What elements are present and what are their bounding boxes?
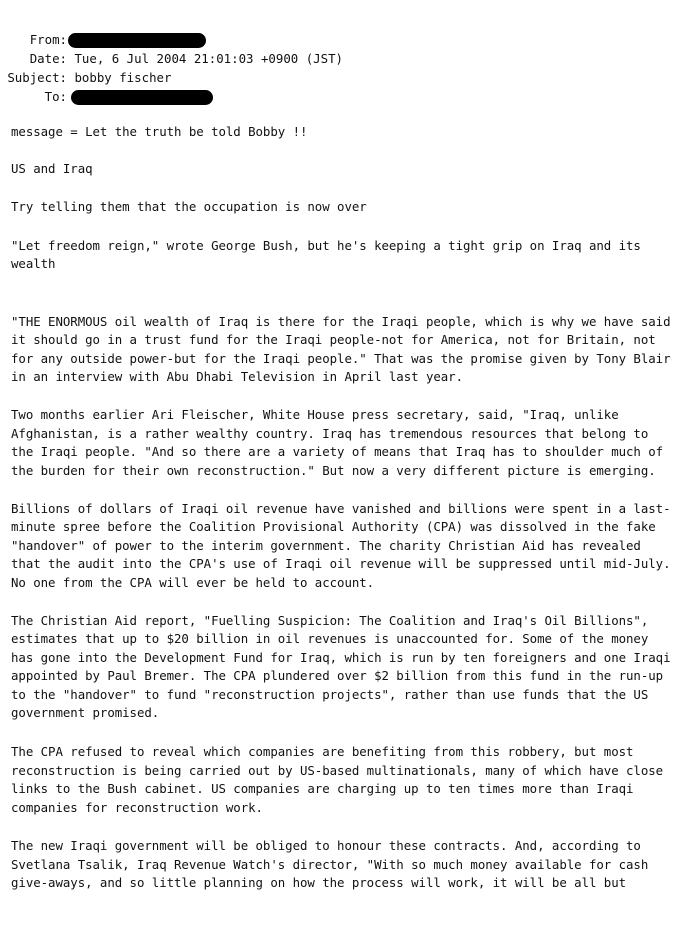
subject-row bbox=[0, 68, 171, 87]
body-line: it should go in a trust fund for the Iraqi people-not for America, not for Britain, not bbox=[11, 332, 656, 347]
body-line: that the audit into the CPA's use of Iraqi oil revenue will be suppressed until mid-July. bbox=[11, 556, 671, 571]
body-line: estimates that up to $20 billion in oil revenues is unaccounted for. Some of the money bbox=[11, 631, 649, 646]
body-line: to the "handover" to fund "reconstruction projects", rather than use funds that the US bbox=[11, 687, 649, 702]
body-line: appointed by Paul Bremer. The CPA plundered over $2 billion from this fund in the run-up bbox=[11, 668, 664, 683]
to-row bbox=[0, 87, 213, 106]
from-label: From: bbox=[29, 32, 67, 47]
redacted-to-bar bbox=[71, 90, 213, 105]
body-line: the burden for their own reconstruction." But now a very different picture is emerging. bbox=[11, 463, 656, 478]
body-line: Svetlana Tsalik, Iraq Revenue Watch's director, "With so much money available for cash bbox=[11, 857, 649, 872]
body-line: give-aways, and so little planning on how the process will work, it will be all but bbox=[11, 875, 627, 890]
subject-label: Subject: bbox=[7, 70, 67, 85]
body-line: minute spree before the Coalition Provisional Authority (CPA) was dissolved in the fake bbox=[11, 519, 656, 534]
body-line: Afghanistan, is a rather wealthy country. Iraq has tremendous resources that belong to bbox=[11, 426, 649, 441]
body-line: The Christian Aid report, "Fuelling Suspicion: The Coalition and Iraq's Oil Billions", bbox=[11, 613, 649, 628]
body-line: "Let freedom reign," wrote George Bush, but he's keeping a tight grip on Iraq and its bbox=[11, 238, 641, 253]
date-label: Date: bbox=[29, 51, 67, 66]
body-line: for any outside power-but for the Iraqi people." That was the promise given by Tony Blair bbox=[11, 351, 671, 366]
body-line: in an interview with Abu Dhabi Television in April last year. bbox=[11, 369, 463, 384]
body-line: Billions of dollars of Iraqi oil revenue have vanished and billions were spent in a last- bbox=[11, 501, 671, 516]
from-row bbox=[0, 30, 206, 49]
to-label: To: bbox=[44, 89, 67, 104]
body-line: The new Iraqi government will be obliged to honour these contracts. And, according to bbox=[11, 838, 641, 853]
body-line: has gone into the Development Fund for Iraq, which is run by ten foreigners and one Iraqi bbox=[11, 650, 671, 665]
body-line: the Iraqi people. "And so there are a variety of means that Iraq has to shoulder much of bbox=[11, 444, 664, 459]
body-line: government promised. bbox=[11, 705, 160, 720]
body-line: US and Iraq bbox=[11, 161, 93, 176]
body-line: Two months earlier Ari Fleischer, White House press secretary, said, "Iraq, unlike bbox=[11, 407, 619, 422]
body-line: companies for reconstruction work. bbox=[11, 800, 263, 815]
body-line: "handover" of power to the interim government. The charity Christian Aid has revealed bbox=[11, 538, 641, 553]
date-value: Tue, 6 Jul 2004 21:01:03 +0900 (JST) bbox=[74, 51, 344, 66]
body-line: links to the Bush cabinet. US companies are charging up to ten times more than Iraqi bbox=[11, 781, 634, 796]
subject-value: bobby fischer bbox=[74, 70, 172, 85]
body-line: reconstruction is being carried out by US-based multinationals, many of which have close bbox=[11, 763, 664, 778]
body-line: The CPA refused to reveal which companies are benefiting from this robbery, but most bbox=[11, 744, 634, 759]
body-line: Try telling them that the occupation is now over bbox=[11, 199, 367, 214]
body-line: wealth bbox=[11, 256, 56, 271]
redacted-from-bar bbox=[68, 33, 206, 48]
body-line: No one from the CPA will ever be held to account. bbox=[11, 575, 375, 590]
body-line: "THE ENORMOUS oil wealth of Iraq is there for the Iraqi people, which is why we have said bbox=[11, 314, 671, 329]
body-line: message = Let the truth be told Bobby !! bbox=[11, 124, 308, 139]
date-row bbox=[0, 49, 343, 68]
